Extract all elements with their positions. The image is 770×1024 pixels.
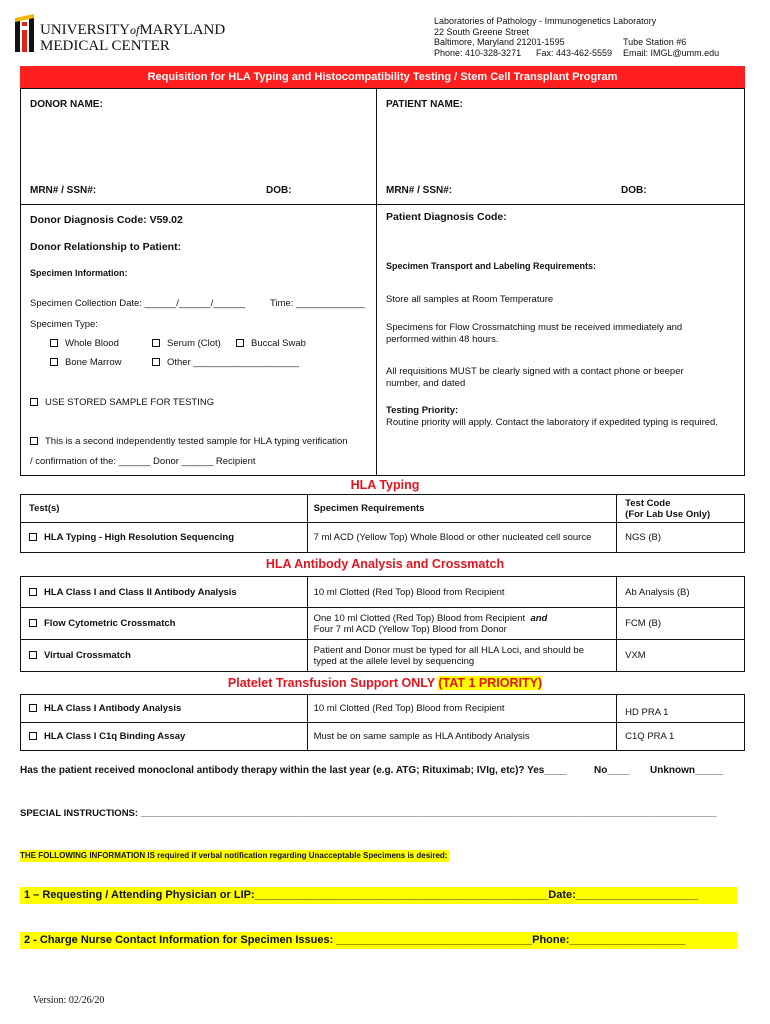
other-option[interactable]: Other ____________________ bbox=[152, 357, 299, 369]
req-fcm: One 10 ml Clotted (Red Top) Blood from Recipient and Four 7 ml ACD (Yellow Top) Blood from Donor bbox=[307, 608, 617, 640]
test-ab-analysis[interactable]: HLA Class I and Class II Antibody Analysis bbox=[21, 577, 308, 608]
version-label: Version: 02/26/20 bbox=[33, 995, 105, 1006]
specimen-collection-date[interactable]: Specimen Collection Date: ______/______/______ bbox=[30, 298, 245, 309]
second-sample-option[interactable]: This is a second independently tested sample for HLA typing verification bbox=[30, 436, 348, 448]
serum-option[interactable]: Serum (Clot) bbox=[152, 338, 221, 350]
antibody-table bbox=[20, 576, 745, 672]
serum-checkbox[interactable] bbox=[152, 339, 160, 347]
monoclonal-unknown[interactable]: Unknown_____ bbox=[650, 765, 723, 776]
req-vxm: Patient and Donor must be typed for all HLA Loci, and should be typed at the allele level by sequencing bbox=[307, 640, 617, 672]
umm-shield-icon bbox=[14, 14, 36, 54]
header-tests: Test(s) bbox=[21, 495, 308, 523]
flow-note-1: Specimens for Flow Crossmatching must be received immediately and bbox=[386, 322, 683, 333]
specimen-time[interactable]: Time: _____________ bbox=[270, 298, 365, 309]
platelet-title: Platelet Transfusion Support ONLY (TAT 1 PRIORITY) bbox=[227, 676, 543, 690]
row-divider bbox=[20, 204, 745, 205]
hla-typing-title: HLA Typing bbox=[350, 478, 420, 492]
donor-mrn-label[interactable]: MRN# / SSN#: bbox=[30, 185, 97, 196]
test-vxm[interactable]: Virtual Crossmatch bbox=[21, 640, 308, 672]
buccal-option[interactable]: Buccal Swab bbox=[236, 338, 306, 350]
table-row bbox=[21, 723, 745, 751]
use-stored-checkbox[interactable] bbox=[30, 398, 38, 406]
table-row bbox=[21, 608, 745, 640]
donor-diagnosis-code: Donor Diagnosis Code: V59.02 bbox=[30, 214, 183, 226]
req-hd-pra: 10 ml Clotted (Red Top) Blood from Recipient bbox=[307, 695, 617, 723]
c1q-checkbox[interactable] bbox=[29, 732, 37, 740]
other-checkbox[interactable] bbox=[152, 358, 160, 366]
table-row bbox=[21, 577, 745, 608]
patient-dob-label[interactable]: DOB: bbox=[621, 185, 647, 196]
logo-of: of bbox=[130, 23, 140, 37]
tube-station: Tube Station #6 bbox=[623, 37, 687, 47]
code-ngs: NGS (B) bbox=[617, 523, 745, 553]
column-divider bbox=[376, 88, 377, 476]
test-hd-pra[interactable]: HLA Class I Antibody Analysis bbox=[21, 695, 308, 723]
monoclonal-question[interactable]: Has the patient received monoclonal antibody therapy within the last year (e.g. ATG; Rituximab; IVIg, etc)? Yes____ bbox=[20, 765, 567, 776]
code-fcm: FCM (B) bbox=[617, 608, 745, 640]
test-ngs[interactable]: HLA Typing - High Resolution Sequencing bbox=[21, 523, 308, 553]
second-sample-confirmation[interactable]: / confirmation of the: ______ Donor ______ Recipient bbox=[30, 456, 256, 467]
room-temp-note: Store all samples at Room Temperature bbox=[386, 294, 554, 305]
flow-note-2: performed within 48 hours. bbox=[386, 334, 499, 345]
code-vxm: VXM bbox=[617, 640, 745, 672]
lab-name: Laboratories of Pathology - Immunogenetics Laboratory bbox=[434, 16, 657, 26]
logo-medical-center: MEDICAL CENTER bbox=[40, 38, 170, 54]
umm-logo bbox=[14, 12, 226, 60]
patient-name-label: PATIENT NAME: bbox=[386, 99, 463, 110]
tat-priority-badge: (TAT 1 PRIORITY) bbox=[438, 676, 543, 690]
donor-name-label: DONOR NAME: bbox=[30, 99, 103, 110]
table-row bbox=[21, 695, 745, 723]
test-fcm[interactable]: Flow Cytometric Crossmatch bbox=[21, 608, 308, 640]
specimen-info-label: Specimen Information: bbox=[30, 268, 128, 278]
lab-address-2: Baltimore, Maryland 21201-1595 bbox=[434, 37, 565, 47]
ab-analysis-checkbox[interactable] bbox=[29, 588, 37, 596]
priority-label: Testing Priority: bbox=[386, 405, 459, 416]
antibody-title: HLA Antibody Analysis and Crossmatch bbox=[265, 557, 505, 571]
whole-blood-option[interactable]: Whole Blood bbox=[50, 338, 119, 350]
priority-text: Routine priority will apply. Contact the laboratory if expedited typing is required. bbox=[386, 417, 718, 428]
lab-email: Email: IMGL@umm.edu bbox=[623, 47, 720, 58]
vxm-checkbox[interactable] bbox=[29, 651, 37, 659]
buccal-checkbox[interactable] bbox=[236, 339, 244, 347]
sign-note-2: number, and dated bbox=[386, 378, 466, 389]
code-c1q: C1Q PRA 1 bbox=[617, 723, 745, 751]
use-stored-option[interactable]: USE STORED SAMPLE FOR TESTING bbox=[30, 397, 214, 409]
donor-dob-label[interactable]: DOB: bbox=[266, 185, 292, 196]
verbal-notification-notice: THE FOLLOWING INFORMATION IS required if verbal notification regarding Unacceptable Specimens is desired: bbox=[20, 851, 448, 860]
table-header-row bbox=[21, 495, 745, 523]
bone-marrow-option[interactable]: Bone Marrow bbox=[50, 357, 122, 369]
code-hd-pra: HD PRA 1 bbox=[617, 695, 745, 723]
header-test-code: Test Code (For Lab Use Only) bbox=[617, 495, 745, 523]
req-ab-analysis: 10 ml Clotted (Red Top) Blood from Recipient bbox=[307, 577, 617, 608]
bone-marrow-checkbox[interactable] bbox=[50, 358, 58, 366]
donor-relationship[interactable]: Donor Relationship to Patient: bbox=[30, 241, 182, 253]
lab-fax: Fax: 443-462-5559 bbox=[536, 47, 613, 58]
req-ngs: 7 ml ACD (Yellow Top) Whole Blood or other nucleated cell source bbox=[307, 523, 617, 553]
logo-university: UNIVERSITY bbox=[40, 22, 130, 38]
lab-contact-block bbox=[434, 16, 734, 58]
hd-pra-checkbox[interactable] bbox=[29, 704, 37, 712]
second-sample-checkbox[interactable] bbox=[30, 437, 38, 445]
fcm-checkbox[interactable] bbox=[29, 619, 37, 627]
lab-phone: Phone: 410-328-3271 bbox=[434, 47, 522, 58]
req-c1q: Must be on same sample as HLA Antibody Analysis bbox=[307, 723, 617, 751]
sign-note-1: All requisitions MUST be clearly signed with a contact phone or beeper bbox=[386, 366, 684, 377]
logo-maryland: MARYLAND bbox=[139, 22, 226, 38]
hla-typing-table bbox=[20, 494, 745, 553]
transport-title: Specimen Transport and Labeling Requirements: bbox=[386, 261, 597, 271]
monoclonal-no[interactable]: No____ bbox=[594, 765, 630, 776]
table-row bbox=[21, 640, 745, 672]
patient-diagnosis-code[interactable]: Patient Diagnosis Code: bbox=[386, 211, 507, 223]
specimen-type-label: Specimen Type: bbox=[30, 319, 98, 330]
special-instructions[interactable]: SPECIAL INSTRUCTIONS: _____________________________________________________________________________________________________________ bbox=[20, 808, 717, 819]
lab-address-1: 22 South Greene Street bbox=[434, 26, 530, 37]
whole-blood-checkbox[interactable] bbox=[50, 339, 58, 347]
physician-line[interactable]: 1 – Requesting / Attending Physician or LIP:________________________________________________Date:____________________ bbox=[20, 887, 737, 904]
charge-nurse-line[interactable]: 2 - Charge Nurse Contact Information for Specimen Issues: ________________________________Phone:___________________ bbox=[20, 932, 737, 949]
title-bar: Requisition for HLA Typing and Histocompatibility Testing / Stem Cell Transplant Program bbox=[20, 66, 745, 88]
test-c1q[interactable]: HLA Class I C1q Binding Assay bbox=[21, 723, 308, 751]
code-ab-analysis: Ab Analysis (B) bbox=[617, 577, 745, 608]
platelet-table bbox=[20, 694, 745, 751]
table-row bbox=[21, 523, 745, 553]
ngs-checkbox[interactable] bbox=[29, 533, 37, 541]
patient-mrn-label[interactable]: MRN# / SSN#: bbox=[386, 185, 453, 196]
header-specimen-req: Specimen Requirements bbox=[307, 495, 617, 523]
